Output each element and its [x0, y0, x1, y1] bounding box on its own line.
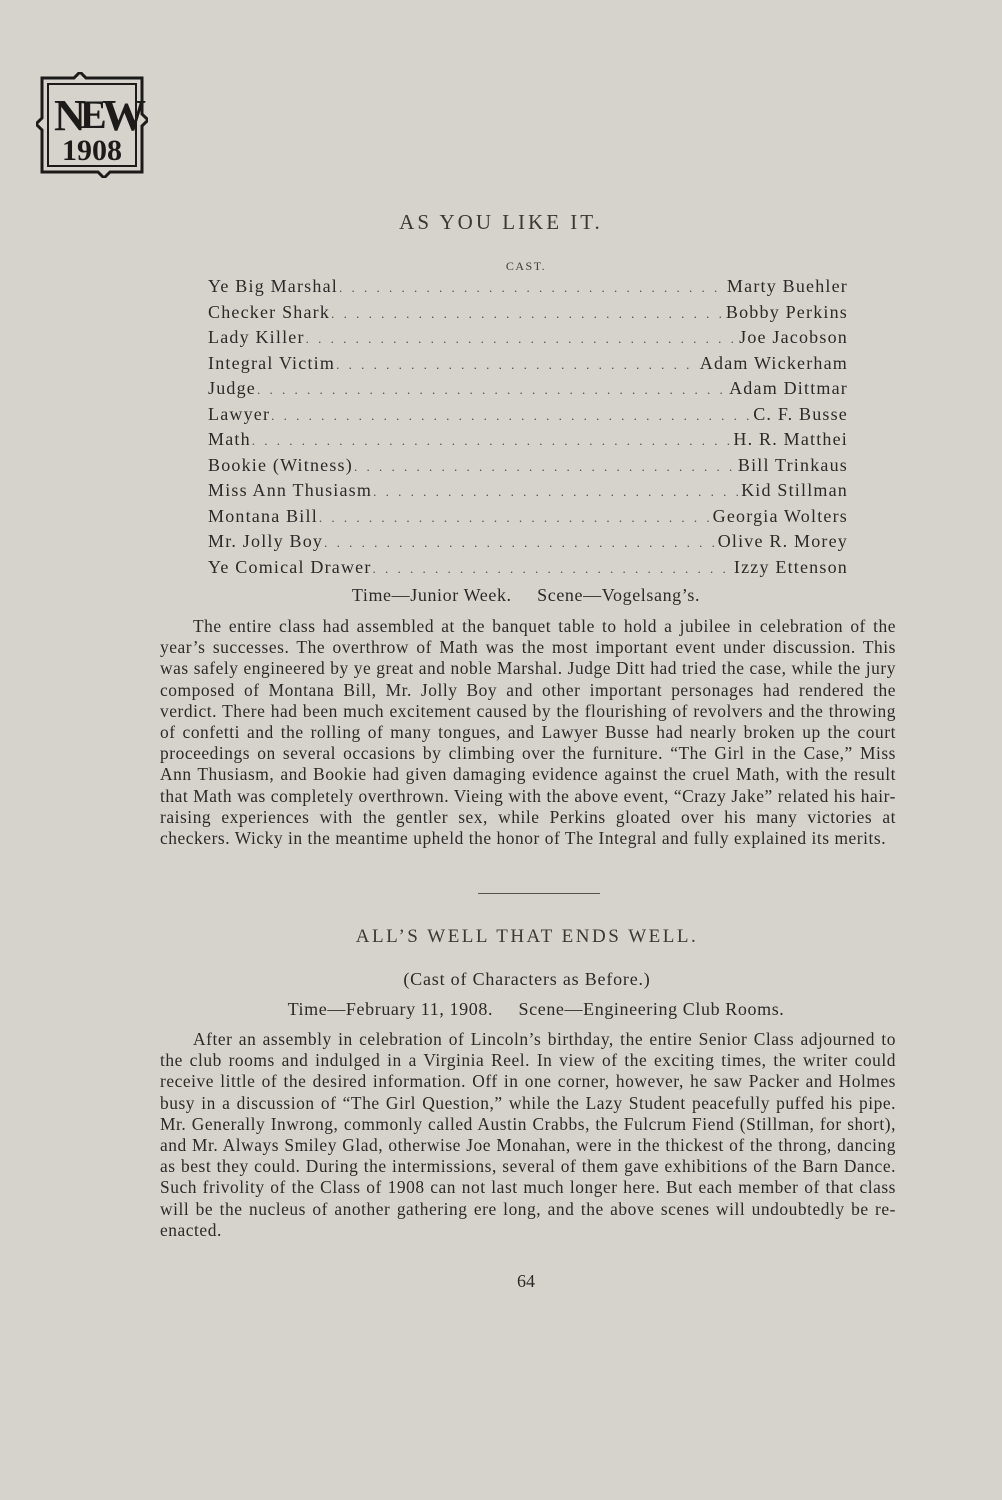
dot-leader — [252, 433, 733, 449]
cast-row — [208, 353, 848, 379]
cast-role: Ye Big Marshal — [208, 276, 338, 296]
cast-row — [208, 557, 848, 583]
cast-role: Bookie (Witness) — [208, 454, 353, 475]
cast-actor: Georgia Wolters — [712, 505, 848, 526]
cast-row — [208, 455, 848, 481]
cast-actor: Bill Trinkaus — [737, 454, 848, 475]
dot-leader — [339, 280, 726, 296]
cast-row — [208, 480, 848, 506]
cast-role: Mr. Jolly Boy — [208, 531, 324, 551]
cast-role: Math — [208, 429, 251, 449]
cast-role: Judge — [208, 378, 256, 398]
section-divider — [478, 893, 600, 894]
time-scene-line: Time—February 11, 1908. Scene—Engineering Club Rooms. — [287, 999, 785, 1019]
cast-heading: CAST. — [505, 259, 547, 273]
section-title-alls-well: ALL’S WELL THAT ENDS WELL. — [355, 926, 699, 947]
svg-text:N: N — [54, 91, 86, 140]
section1-paragraph: The entire class had assembled at the banquet table to hold a jubilee in celebration of the year’s successes. The overthrow of Math was the most important event under discussion. This was safely engineered by ye great and noble Marshal. Judge Ditt had tried the case, while the jury composed of Montana Bill, Mr. Jolly Boy and other important personages had rendered the verdict. There had been much excitement caused by the flourishing of revolvers and the throwing of confetti and the rolling of many tongues, and Lawyer Busse had nearly broken up the court proceedings on several occasions by climbing over the furniture. “The Girl in the Case,” Miss Ann Thusiasm, and Bookie had given damaging evidence against the cruel Math, with the result that Math was completely overthrown. Vieing with the above event, “Crazy Jake” related his hair-raising experiences with the gentler sex, while Perkins gloated over his many victories at checkers. Wicky in the meantime upheld the honor of The Integral and fully explained its merits. — [160, 616, 896, 849]
cast-actor: C. F. Busse — [753, 403, 848, 424]
dot-leader — [257, 382, 728, 398]
cast-role: Ye Comical Drawer — [208, 556, 372, 577]
svg-text:1908: 1908 — [62, 134, 122, 167]
cast-row — [208, 378, 848, 404]
cast-actor: Adam Wickerham — [699, 352, 848, 373]
time-scene-line: Time—Junior Week. Scene—Vogelsang’s. — [351, 585, 701, 605]
cast-actor: Bobby Perkins — [725, 301, 848, 322]
cast-role: Lawyer — [208, 403, 271, 424]
cast-actor: Joe Jacobson — [739, 327, 848, 347]
cast-row — [208, 506, 848, 532]
section-title-as-you-like-it: AS YOU LIKE IT. — [399, 210, 603, 234]
cast-row — [208, 531, 848, 557]
cast-actor: Kid Stillman — [741, 480, 848, 500]
cast-role: Miss Ann Thusiasm — [208, 480, 373, 500]
dot-leader — [306, 331, 738, 347]
dot-leader — [331, 306, 725, 322]
cast-role: Montana Bill — [208, 505, 318, 526]
dot-leader — [271, 408, 752, 424]
cast-role: Lady Killer — [208, 327, 305, 347]
cast-role: Checker Shark — [208, 301, 331, 322]
dot-leader — [373, 484, 740, 500]
cast-note: (Cast of Characters as Before.) — [403, 969, 651, 989]
class-1908-monogram-logo — [36, 72, 148, 178]
section2-paragraph: After an assembly in celebration of Lincoln’s birthday, the entire Senior Class adjourned to the club rooms and indulged in a Virginia Reel. In view of the exciting times, the writer could receive little of the desired information. Off in one corner, however, he saw Packer and Holmes busy in a discussion of “The Girl Question,” while the Lazy Student peacefully puffed his pipe. Mr. Generally Inwrong, commonly called Austin Crabbs, the Fulcrum Fiend (Stillman, for short), and Mr. Always Smiley Glad, otherwise Joe Monahan, were in the thickest of the throng, dancing as best they could. During the intermissions, several of them gave exhibitions of the Barn Dance. Such frivolity of the Class of 1908 can not last much longer here. But each member of that class will be the nucleus of another gathering ere long, and the above scenes will undoubtedly be re-enacted. — [160, 1029, 896, 1240]
cast-row — [208, 327, 848, 353]
dot-leader — [373, 561, 733, 577]
cast-actor: Olive R. Morey — [717, 531, 848, 551]
svg-text:E: E — [80, 92, 107, 137]
cast-actor: Marty Buehler — [726, 276, 848, 296]
svg-text:W: W — [102, 91, 146, 140]
cast-row — [208, 302, 848, 328]
page-number: 64 — [517, 1271, 535, 1291]
dot-leader — [354, 459, 737, 475]
cast-role: Integral Victim — [208, 352, 336, 373]
dot-leader — [324, 535, 717, 551]
cast-row — [208, 276, 848, 302]
cast-row — [208, 404, 848, 430]
dot-leader — [319, 510, 712, 526]
cast-actor: Adam Dittmar — [729, 378, 848, 398]
cast-list — [208, 276, 848, 582]
cast-row — [208, 429, 848, 455]
cast-actor: H. R. Matthei — [733, 429, 848, 449]
dot-leader — [336, 357, 699, 373]
cast-actor: Izzy Ettenson — [733, 556, 848, 577]
